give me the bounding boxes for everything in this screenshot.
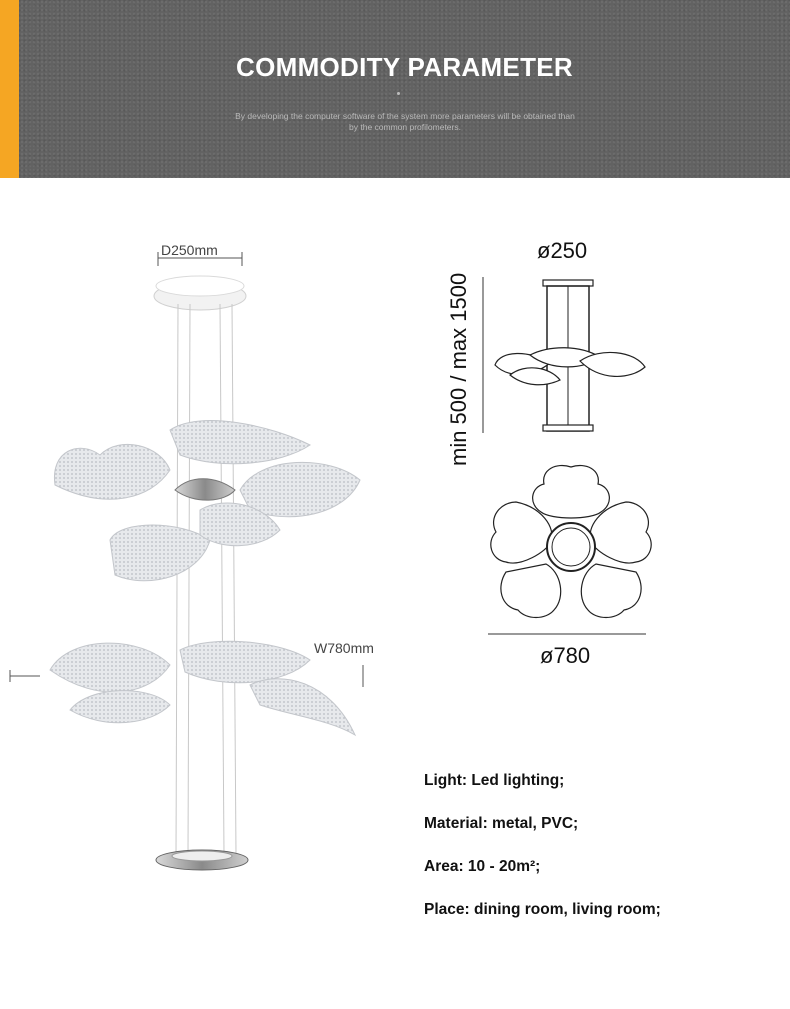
bottom-diameter-line	[488, 632, 648, 636]
drawing-top-diameter: ø250	[537, 238, 588, 263]
photo-width-label: W780mm	[314, 640, 374, 656]
banner-accent-bar	[0, 0, 19, 178]
spec-material: Material: metal, PVC;	[424, 815, 579, 832]
drawing-height-range: min 500 / max 1500	[446, 272, 471, 466]
header-banner	[0, 0, 790, 178]
spec-place: Place: dining room, living room;	[424, 901, 661, 918]
spec-area: Area: 10 - 20m²;	[424, 858, 541, 875]
banner-subtitle: By developing the computer software of the system more parameters will be obtained than by the common profilometers.	[235, 111, 575, 132]
top-view-drawing	[486, 462, 656, 622]
spec-list	[424, 770, 661, 942]
chandelier-photo	[10, 240, 370, 900]
spec-light: Light: Led lighting;	[424, 772, 565, 789]
side-view-drawing	[480, 275, 650, 435]
photo-diameter-label: D250mm	[161, 242, 218, 258]
page-title: COMMODITY PARAMETER	[236, 52, 573, 82]
drawing-bottom-diameter: ø780	[540, 643, 591, 668]
banner-divider-dot	[397, 92, 400, 95]
